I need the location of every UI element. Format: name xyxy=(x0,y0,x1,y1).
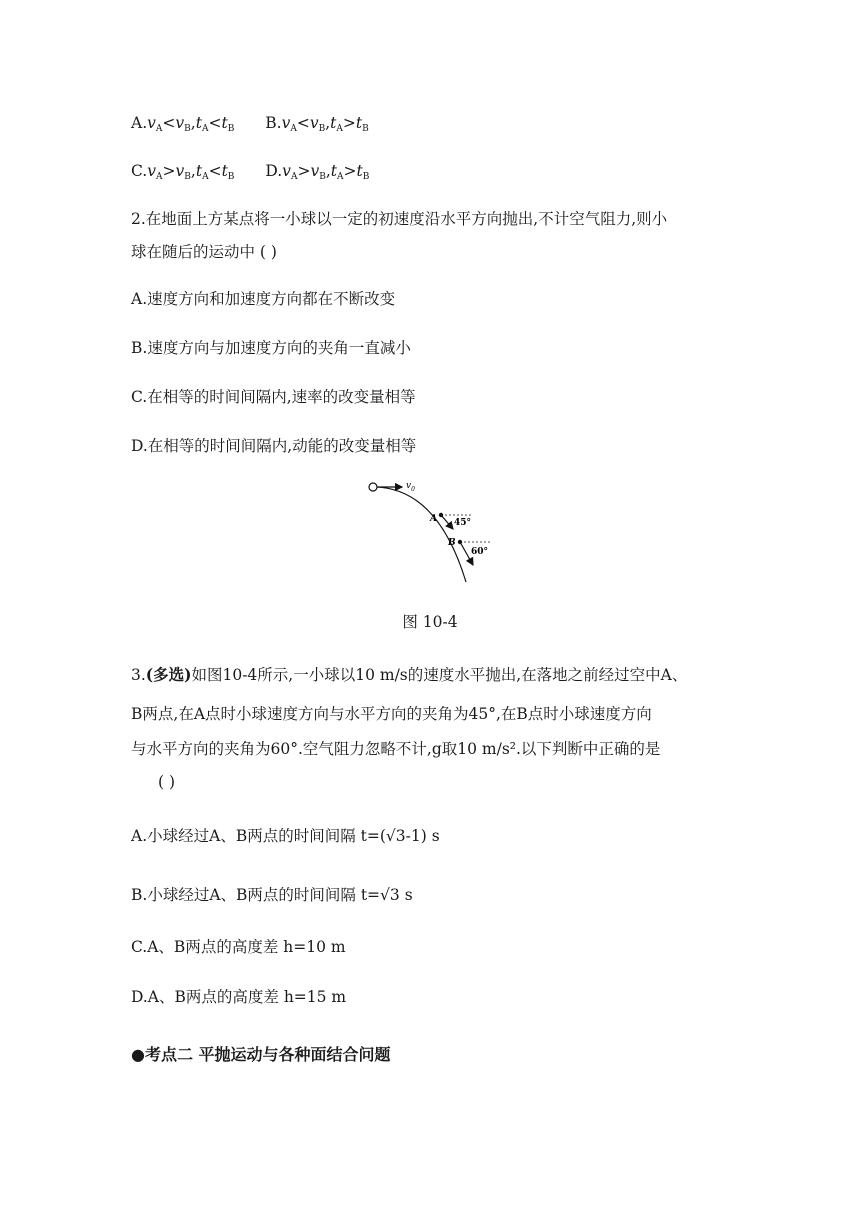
q2-option-a: A.速度方向和加速度方向都在不断改变 xyxy=(131,290,396,308)
multiple-choice-tag: (多选) xyxy=(145,665,192,684)
q2-option-d: D.在相等的时间间隔内,动能的改变量相等 xyxy=(131,437,417,455)
q3-stem-line-2: B两点,在A点时小球速度方向与水平方向的夹角为45°,在B点时小球速度方向 xyxy=(131,705,652,723)
q1-option-d: $D.v_A>v_B,t_A>t_B$ xyxy=(265,162,370,182)
q2-stem-line-2: 球在随后的运动中 ( ) xyxy=(131,243,277,261)
point-a-label: A xyxy=(430,514,437,524)
ball-start xyxy=(369,483,377,491)
q1-option-c: $C.v_A>v_B,t_A<t_B$ xyxy=(131,162,235,182)
q3-answer-paren: ( ) xyxy=(158,773,176,791)
q3-stem-line-1: 3.(多选)如图10-4所示,一小球以10 m/s的速度水平抛出,在落地之前经过空中A、 xyxy=(131,665,688,684)
v0-label: $v_0$ xyxy=(406,481,415,493)
q1-options-row-2 xyxy=(131,161,395,187)
point-b-label: B xyxy=(448,538,456,548)
a-velocity-arrow xyxy=(441,515,453,529)
projectile-figure xyxy=(360,474,500,586)
q3-option-b: B.小球经过A、B两点的时间间隔 t=√3 s xyxy=(131,886,413,904)
q3-option-c: C.A、B两点的高度差 h=10 m xyxy=(131,938,346,956)
q3-option-d: D.A、B两点的高度差 h=15 m xyxy=(131,988,347,1006)
section-heading: ●考点二 平抛运动与各种面结合问题 xyxy=(131,1045,391,1064)
q1-option-b: $B.v_A<v_B,t_A>t_B$ xyxy=(265,114,369,134)
angle-a-label: 45° xyxy=(454,518,472,528)
angle-b-label: 60° xyxy=(471,547,489,557)
q2-stem-line-1: 2.在地面上方某点将一小球以一定的初速度沿水平方向抛出,不计空气阻力,则小 xyxy=(131,210,668,228)
q2-option-b: B.速度方向与加速度方向的夹角一直减小 xyxy=(131,339,411,357)
q3-option-a: A.小球经过A、B两点的时间间隔 t=(√3-1) s xyxy=(131,827,440,845)
q2-option-c: C.在相等的时间间隔内,速率的改变量相等 xyxy=(131,388,416,406)
q3-stem-line-3: 与水平方向的夹角为60°.空气阻力忽略不计,g取10 m/s².以下判断中正确的是 xyxy=(131,740,661,758)
trajectory-curve xyxy=(377,487,466,582)
q1-options-row-1 xyxy=(131,113,395,139)
q1-option-a: $A.v_A<v_B,t_A<t_B$ xyxy=(131,114,235,134)
figure-caption: 图 10-4 xyxy=(402,613,458,631)
